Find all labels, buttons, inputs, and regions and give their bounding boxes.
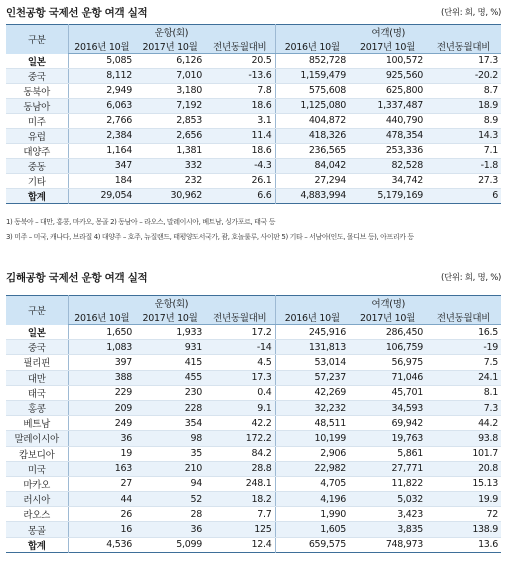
row-label: 중동	[6, 158, 68, 173]
cell-p16: 84,042	[275, 158, 349, 173]
cell-f17: 1,933	[135, 325, 205, 340]
table-subheader-row	[6, 39, 501, 54]
row-label: 중국	[6, 68, 68, 83]
cell-f17: 210	[135, 461, 205, 476]
table-row	[6, 54, 501, 69]
cell-pyoy: 138.9	[426, 522, 501, 537]
cell-pyoy: 8.1	[426, 385, 501, 400]
col-name-header: 구분	[6, 296, 68, 325]
incheon-table	[6, 24, 501, 204]
cell-p16: 4,705	[275, 476, 349, 491]
cell-pyoy: 17.3	[426, 54, 501, 69]
passengers-yoy-header: 전년동월대비	[426, 39, 501, 54]
cell-p17: 253,336	[349, 143, 426, 158]
row-label: 일본	[6, 325, 68, 340]
gimhae-title: 김해공항 국제선 운항 여객 실적	[6, 272, 148, 284]
cell-f17: 3,180	[135, 83, 205, 98]
cell-p16: 404,872	[275, 113, 349, 128]
cell-f17: 228	[135, 400, 205, 415]
cell-fyoy: -13.6	[205, 68, 275, 83]
cell-p17: 106,759	[349, 340, 426, 355]
table-subheader-row	[6, 310, 501, 325]
cell-f16: 184	[68, 173, 135, 188]
table-row	[6, 446, 501, 461]
cell-pyoy: 7.5	[426, 355, 501, 370]
cell-p17: 5,179,169	[349, 188, 426, 203]
table-row	[6, 476, 501, 491]
cell-p16: 48,511	[275, 416, 349, 431]
row-label: 필리핀	[6, 355, 68, 370]
row-label: 기타	[6, 173, 68, 188]
table-header-row	[6, 296, 501, 311]
row-label: 동북아	[6, 83, 68, 98]
cell-f17: 455	[135, 370, 205, 385]
cell-pyoy: 6	[426, 188, 501, 203]
cell-f17: 232	[135, 173, 205, 188]
cell-fyoy: 20.5	[205, 54, 275, 69]
cell-f16: 249	[68, 416, 135, 431]
cell-p17: 1,337,487	[349, 98, 426, 113]
flights-2017-header: 2017년 10월	[135, 310, 205, 325]
cell-f17: 52	[135, 492, 205, 507]
cell-p17: 478,354	[349, 128, 426, 143]
cell-p17: 100,572	[349, 54, 426, 69]
cell-f16: 36	[68, 431, 135, 446]
row-label: 유럽	[6, 128, 68, 143]
cell-f16: 44	[68, 492, 135, 507]
row-label: 일본	[6, 54, 68, 69]
incheon-unit-label: (단위: 회, 명, %)	[440, 8, 501, 18]
cell-p17: 3,423	[349, 507, 426, 522]
table-row	[6, 325, 501, 340]
cell-p17: 5,032	[349, 492, 426, 507]
cell-p17: 286,450	[349, 325, 426, 340]
col-name-header: 구분	[6, 25, 68, 54]
row-label: 미주	[6, 113, 68, 128]
table-row	[6, 128, 501, 143]
cell-f16: 1,083	[68, 340, 135, 355]
cell-pyoy: 8.9	[426, 113, 501, 128]
cell-fyoy: 42.2	[205, 416, 275, 431]
row-label: 베트남	[6, 416, 68, 431]
cell-p16: 2,906	[275, 446, 349, 461]
flights-group-header: 운항(회)	[68, 296, 275, 311]
cell-fyoy: 17.3	[205, 370, 275, 385]
passengers-2016-header: 2016년 10월	[275, 310, 349, 325]
cell-fyoy: 11.4	[205, 128, 275, 143]
cell-pyoy: 44.2	[426, 416, 501, 431]
cell-p16: 57,237	[275, 370, 349, 385]
cell-p16: 1,605	[275, 522, 349, 537]
cell-f16: 5,085	[68, 54, 135, 69]
incheon-note-1: 1) 동북아 – 대만, 홍콩, 마카오, 몽골 2) 동남아 – 라오스, 말레이시아, 베트남, 싱가포르, 태국 등	[6, 218, 276, 226]
table-row	[6, 461, 501, 476]
cell-f16: 2,766	[68, 113, 135, 128]
passengers-2016-header: 2016년 10월	[275, 39, 349, 54]
cell-fyoy: 18.6	[205, 98, 275, 113]
cell-p17: 625,800	[349, 83, 426, 98]
cell-fyoy: 172.2	[205, 431, 275, 446]
row-label: 태국	[6, 385, 68, 400]
row-label: 몽골	[6, 522, 68, 537]
cell-p17: 5,861	[349, 446, 426, 461]
cell-fyoy: 7.7	[205, 507, 275, 522]
cell-p17: 3,835	[349, 522, 426, 537]
table-row	[6, 416, 501, 431]
flights-yoy-header: 전년동월대비	[205, 310, 275, 325]
cell-f16: 229	[68, 385, 135, 400]
cell-f16: 16	[68, 522, 135, 537]
table-row	[6, 492, 501, 507]
cell-p16: 10,199	[275, 431, 349, 446]
cell-fyoy: 17.2	[205, 325, 275, 340]
cell-p16: 575,608	[275, 83, 349, 98]
incheon-title: 인천공항 국제선 운항 여객 실적	[6, 7, 148, 19]
row-label: 대만	[6, 370, 68, 385]
cell-f17: 415	[135, 355, 205, 370]
cell-p17: 69,942	[349, 416, 426, 431]
row-label: 라오스	[6, 507, 68, 522]
cell-fyoy: 7.8	[205, 83, 275, 98]
cell-f17: 36	[135, 522, 205, 537]
cell-f16: 163	[68, 461, 135, 476]
cell-pyoy: 7.3	[426, 400, 501, 415]
cell-f17: 332	[135, 158, 205, 173]
cell-fyoy: 9.1	[205, 400, 275, 415]
table-row	[6, 385, 501, 400]
cell-f16: 26	[68, 507, 135, 522]
cell-f17: 5,099	[176, 539, 202, 551]
cell-p17: 440,790	[349, 113, 426, 128]
cell-pyoy: 24.1	[426, 370, 501, 385]
passengers-group-header: 여객(명)	[275, 25, 501, 40]
cell-p16: 659,575	[275, 537, 349, 552]
cell-pyoy: 20.8	[426, 461, 501, 476]
cell-f17: 230	[135, 385, 205, 400]
cell-f16: 8,112	[68, 68, 135, 83]
cell-f17: 931	[135, 340, 205, 355]
cell-fyoy: 18.2	[205, 492, 275, 507]
cell-f17: 30,962	[135, 188, 205, 203]
gimhae-table	[6, 295, 501, 553]
row-label: 동남아	[6, 98, 68, 113]
cell-p16: 418,326	[275, 128, 349, 143]
flights-group-header: 운항(회)	[68, 25, 275, 40]
cell-f16: 29,054	[68, 188, 135, 203]
cell-p16: 42,269	[275, 385, 349, 400]
cell-fyoy: 248.1	[205, 476, 275, 491]
cell-pyoy: -20.2	[426, 68, 501, 83]
table-row	[6, 83, 501, 98]
cell-p16: 1,125,080	[275, 98, 349, 113]
cell-f16: 2,384	[68, 128, 135, 143]
cell-f17: 6,126	[135, 54, 205, 69]
cell-fyoy: 12.4	[251, 539, 272, 551]
table-row	[6, 431, 501, 446]
cell-pyoy: -19	[426, 340, 501, 355]
cell-p17: 45,701	[349, 385, 426, 400]
row-label: 합계	[6, 188, 68, 203]
gimhae-unit-label: (단위: 회, 명, %)	[440, 273, 501, 283]
cell-p16: 4,883,994	[275, 188, 349, 203]
row-label: 대양주	[6, 143, 68, 158]
cell-f17: 7,010	[135, 68, 205, 83]
cell-f16: 4,536	[68, 537, 135, 552]
table-row	[6, 158, 501, 173]
cell-p16: 1,990	[275, 507, 349, 522]
cell-f17: 98	[135, 431, 205, 446]
cell-fyoy: 6.6	[205, 188, 275, 203]
cell-f17: 1,381	[135, 143, 205, 158]
cell-f16: 397	[68, 355, 135, 370]
cell-f17: 94	[135, 476, 205, 491]
cell-p16: 245,916	[275, 325, 349, 340]
cell-f16: 19	[68, 446, 135, 461]
cell-p17: 71,046	[349, 370, 426, 385]
cell-p17: 82,528	[349, 158, 426, 173]
cell-f16: 388	[68, 370, 135, 385]
cell-p16: 852,728	[275, 54, 349, 69]
flights-2016-header: 2016년 10월	[68, 39, 135, 54]
table-header-row	[6, 25, 501, 40]
table-row	[6, 370, 501, 385]
table-row	[6, 98, 501, 113]
cell-fyoy: 18.6	[205, 143, 275, 158]
cell-p17: 925,560	[349, 68, 426, 83]
cell-p16: 131,813	[275, 340, 349, 355]
cell-fyoy: 26.1	[205, 173, 275, 188]
table-row	[6, 400, 501, 415]
cell-p17: 34,593	[349, 400, 426, 415]
table-row	[6, 522, 501, 537]
passengers-yoy-header: 전년동월대비	[426, 310, 501, 325]
cell-pyoy: 72	[426, 507, 501, 522]
cell-pyoy: 19.9	[426, 492, 501, 507]
cell-pyoy: 16.5	[426, 325, 501, 340]
row-label: 합계	[27, 540, 46, 552]
row-label: 중국	[6, 340, 68, 355]
table-row	[6, 68, 501, 83]
cell-p17: 34,742	[349, 173, 426, 188]
flights-2016-header: 2016년 10월	[68, 310, 135, 325]
table-row	[6, 507, 501, 522]
gimhae-section-header	[6, 270, 501, 286]
cell-f16: 27	[68, 476, 135, 491]
cell-pyoy: 18.9	[426, 98, 501, 113]
flights-yoy-header: 전년동월대비	[205, 39, 275, 54]
cell-pyoy: -1.8	[426, 158, 501, 173]
cell-f16: 2,949	[68, 83, 135, 98]
row-label: 러시아	[6, 492, 68, 507]
cell-fyoy: -14	[205, 340, 275, 355]
cell-f17: 2,853	[135, 113, 205, 128]
cell-f17: 35	[135, 446, 205, 461]
cell-pyoy: 14.3	[426, 128, 501, 143]
cell-p16: 4,196	[275, 492, 349, 507]
cell-p16: 32,232	[275, 400, 349, 415]
cell-f16: 1,650	[68, 325, 135, 340]
flights-2017-header: 2017년 10월	[135, 39, 205, 54]
cell-fyoy: 0.4	[205, 385, 275, 400]
incheon-section-header	[6, 5, 501, 21]
table-row	[6, 143, 501, 158]
cell-p16: 27,294	[275, 173, 349, 188]
cell-p16: 22,982	[275, 461, 349, 476]
cell-p17: 11,822	[349, 476, 426, 491]
cell-fyoy: 4.5	[205, 355, 275, 370]
row-label: 미국	[6, 461, 68, 476]
cell-pyoy: 101.7	[426, 446, 501, 461]
table-row	[6, 537, 501, 552]
incheon-note-2: 3) 미주 – 미국, 캐나다, 브라질 4) 대양주 – 호주, 뉴질랜드, 태평양도서국가, 괌, 호놀룰루, 사이판 5) 기타 – 서남아(인도, 몰디브 등), 아프리카 등	[6, 233, 414, 241]
cell-fyoy: 28.8	[205, 461, 275, 476]
cell-f17: 28	[135, 507, 205, 522]
cell-f17: 7,192	[135, 98, 205, 113]
cell-p17: 27,771	[349, 461, 426, 476]
cell-p17: 748,973	[385, 539, 423, 551]
table-row	[6, 173, 501, 188]
cell-f17: 2,656	[135, 128, 205, 143]
row-label: 마카오	[6, 476, 68, 491]
cell-pyoy: 8.7	[426, 83, 501, 98]
cell-pyoy: 27.3	[426, 173, 501, 188]
cell-f17: 354	[135, 416, 205, 431]
cell-fyoy: 3.1	[205, 113, 275, 128]
cell-pyoy: 13.6	[478, 539, 499, 551]
row-label: 말레이시아	[6, 431, 68, 446]
table-row	[6, 355, 501, 370]
cell-p17: 19,763	[349, 431, 426, 446]
passengers-group-header: 여객(명)	[275, 296, 501, 311]
cell-f16: 6,063	[68, 98, 135, 113]
cell-p16: 236,565	[275, 143, 349, 158]
cell-f16: 1,164	[68, 143, 135, 158]
row-label: 캄보디아	[6, 446, 68, 461]
cell-p16: 1,159,479	[275, 68, 349, 83]
cell-p17: 56,975	[349, 355, 426, 370]
cell-pyoy: 7.1	[426, 143, 501, 158]
row-label: 홍콩	[6, 400, 68, 415]
cell-p16: 53,014	[275, 355, 349, 370]
cell-fyoy: -4.3	[205, 158, 275, 173]
cell-fyoy: 125	[205, 522, 275, 537]
cell-f16: 209	[68, 400, 135, 415]
table-row	[6, 188, 501, 203]
passengers-2017-header: 2017년 10월	[349, 39, 426, 54]
table-row	[6, 113, 501, 128]
table-row	[6, 340, 501, 355]
cell-pyoy: 93.8	[426, 431, 501, 446]
cell-fyoy: 84.2	[205, 446, 275, 461]
cell-f16: 347	[68, 158, 135, 173]
passengers-2017-header: 2017년 10월	[349, 310, 426, 325]
cell-pyoy: 15.13	[426, 476, 501, 491]
